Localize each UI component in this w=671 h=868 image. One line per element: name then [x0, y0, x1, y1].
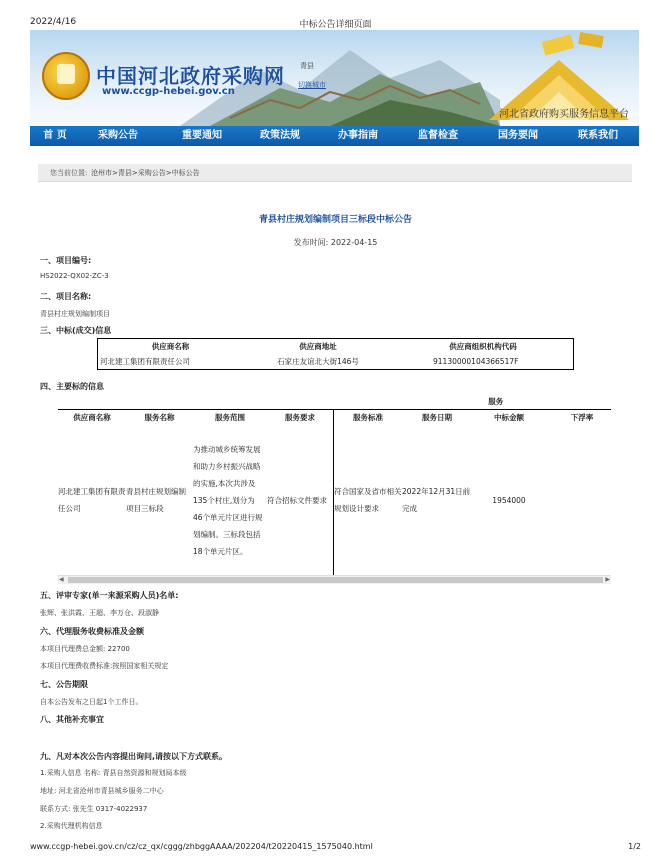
- nav-policy[interactable]: 政策法规: [260, 130, 300, 141]
- subject-header-supplier: 供应商名称: [73, 413, 111, 422]
- nav-news[interactable]: 国务要闻: [498, 130, 538, 141]
- purchaser-address: 地址: 河北省沧州市青县城乡服务二中心: [40, 787, 164, 795]
- section-subject-title: 四、主要标的信息: [40, 382, 104, 391]
- section-award-title: 三、中标(成交)信息: [40, 326, 112, 335]
- nav-notices[interactable]: 重要通知: [182, 130, 222, 141]
- print-page-title: 中标公告详细页面: [299, 20, 372, 30]
- project-name: 青县村庄规划编制项目: [40, 310, 110, 318]
- publish-date: 2022-04-15: [330, 238, 378, 247]
- section-contact-title: 九、凡对本次公告内容提出询问,请按以下方式联系。: [40, 752, 228, 761]
- table-row: [98, 354, 574, 370]
- site-url: www.ccgp-hebei.gov.cn: [102, 86, 235, 97]
- subject-header-amount: 中标金额: [494, 413, 524, 422]
- subject-group-header: 服务: [488, 397, 504, 406]
- scroll-left-arrow-icon[interactable]: ◀: [59, 576, 64, 583]
- subject-table-container[interactable]: [58, 394, 611, 584]
- section-period-title: 七、公告期限: [40, 680, 88, 689]
- subject-date: 2022年12月31日前完成: [402, 487, 471, 513]
- nav-contact[interactable]: 联系我们: [578, 130, 618, 141]
- award-header-address: 供应商地址: [299, 342, 337, 351]
- fee-amount: 本项目代理费总金额: 22700: [40, 645, 130, 653]
- publish-time: [0, 237, 671, 248]
- subject-header-scope: 服务范围: [215, 413, 245, 422]
- subject-header-date: 服务日期: [422, 413, 452, 422]
- subject-table: [58, 394, 611, 575]
- switch-city-link[interactable]: 切换城市: [298, 81, 326, 89]
- nav-home[interactable]: 首 页: [43, 130, 67, 141]
- region-label: 青县: [300, 62, 314, 70]
- award-supplier: 河北建工集团有限责任公司: [100, 357, 190, 366]
- section-fee-title: 六、代理服务收费标准及金额: [40, 627, 144, 636]
- print-page-number: 1/2: [628, 842, 641, 851]
- subject-header-requirement: 服务要求: [267, 410, 334, 426]
- project-number: HS2022-QX02-ZC-3: [40, 272, 109, 280]
- award-table: [97, 338, 574, 370]
- platform-name: 河北省政府购买服务信息平台: [499, 109, 629, 120]
- breadcrumb-path[interactable]: 沧州市>青县>采购公告>中标公告: [91, 169, 200, 177]
- section-other-title: 八、其他补充事宜: [40, 715, 104, 724]
- subject-amount: 1954000: [492, 495, 526, 505]
- print-url: www.ccgp-hebei.gov.cn/cz/cz_qx/cggg/zhbggAAAA/202204/t20220415_1575040.html: [30, 842, 373, 851]
- scroll-right-arrow-icon[interactable]: ▶: [605, 576, 610, 583]
- purchaser-contact: 联系方式: 张先生 0317-4022937: [40, 805, 148, 813]
- site-banner: [30, 30, 639, 126]
- subject-scope: 为推动城乡统筹发展和助力乡村振兴战略的实施,本次共涉及135个村庄,划分为46个单元片区进行规划编制。三标段包括18个单元片区。: [193, 444, 263, 556]
- award-header-code: 供应商组织机构代码: [449, 342, 517, 351]
- site-name: 中国河北政府采购网: [96, 64, 285, 88]
- breadcrumb-label: 您当前位置:: [50, 169, 88, 177]
- award-address: 石家庄友谊北大街146号: [277, 357, 359, 366]
- table-row: [58, 425, 611, 575]
- nav-procurement[interactable]: 采购公告: [98, 130, 138, 141]
- award-code: 91130000104366517F: [433, 357, 519, 366]
- notice-title: 青县村庄规划编制项目三标段中标公告: [258, 215, 412, 225]
- section-project-name-title: 二、项目名称:: [40, 292, 92, 301]
- publish-label: 发布时间:: [293, 238, 329, 247]
- period-value: 自本公告发布之日起1个工作日。: [40, 698, 143, 706]
- subject-header-rate: 下浮率: [570, 413, 594, 422]
- section-project-number-title: 一、项目编号:: [40, 256, 92, 265]
- purchaser-info: 1.采购人信息 名称: 青县自然资源和规划局本级: [40, 769, 187, 777]
- nav-supervision[interactable]: 监督检查: [418, 130, 458, 141]
- subject-header-standard: 服务标准: [353, 413, 383, 422]
- breadcrumb: [38, 164, 632, 182]
- experts-list: 张辉、张洪霞、王超、李万仓、段淑静: [40, 609, 159, 617]
- subject-supplier: 河北建工集团有限责任公司: [58, 487, 126, 513]
- scrollbar-thumb[interactable]: [68, 577, 603, 583]
- nav-guide[interactable]: 办事指南: [338, 130, 378, 141]
- award-header-supplier: 供应商名称: [151, 342, 190, 351]
- site-logo-icon: [42, 52, 90, 100]
- subject-rate: [546, 425, 611, 575]
- agency-info-title: 2.采购代理机构信息: [40, 822, 103, 830]
- subject-service-name: 青县村庄规划编制项目三标段: [126, 487, 186, 513]
- subject-standard: 符合国家及省市相关规划设计要求: [334, 487, 402, 513]
- main-nav: [30, 126, 639, 146]
- print-date: 2022/4/16: [30, 17, 77, 27]
- table-horizontal-scrollbar[interactable]: [58, 575, 611, 584]
- section-experts-title: 五、评审专家(单一来源采购人员)名单:: [40, 591, 179, 600]
- subject-requirement: 符合招标文件要求: [267, 425, 334, 575]
- subject-header-service-name: 服务名称: [144, 413, 175, 422]
- fee-standard: 本项目代理费收费标准:按照国家相关规定: [40, 662, 169, 670]
